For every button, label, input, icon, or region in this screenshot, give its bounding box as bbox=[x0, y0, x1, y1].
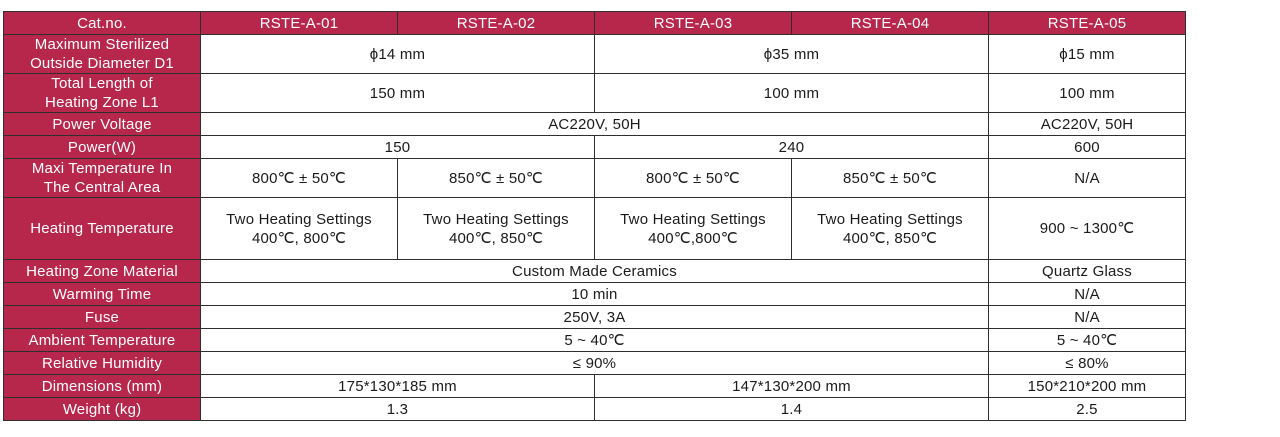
warming-value-05: N/A bbox=[989, 283, 1186, 306]
voltage-value-01-04: AC220V, 50H bbox=[201, 113, 989, 136]
warming-label: Warming Time bbox=[4, 283, 201, 306]
row-humidity bbox=[4, 352, 1186, 375]
power-value-03-04: 240 bbox=[595, 136, 989, 159]
voltage-label: Power Voltage bbox=[4, 113, 201, 136]
max-temp-value-03: 800℃ ± 50℃ bbox=[595, 159, 792, 198]
material-value-01-04: Custom Made Ceramics bbox=[201, 260, 989, 283]
warming-value-01-04: 10 min bbox=[201, 283, 989, 306]
diameter-label: Maximum Sterilized Outside Diameter D1 bbox=[4, 35, 201, 74]
diameter-value-03-04: ϕ35 mm bbox=[595, 35, 989, 74]
row-fuse bbox=[4, 306, 1186, 329]
row-power bbox=[4, 136, 1186, 159]
max-temp-value-01: 800℃ ± 50℃ bbox=[201, 159, 398, 198]
weight-value-05: 2.5 bbox=[989, 398, 1186, 421]
power-label: Power(W) bbox=[4, 136, 201, 159]
row-weight bbox=[4, 398, 1186, 421]
dimensions-value-03-04: 147*130*200 mm bbox=[595, 375, 989, 398]
row-voltage bbox=[4, 113, 1186, 136]
humidity-value-05: ≤ 80% bbox=[989, 352, 1186, 375]
heating-temp-value-02: Two Heating Settings 400℃, 850℃ bbox=[398, 198, 595, 260]
heating-temp-value-03: Two Heating Settings 400℃,800℃ bbox=[595, 198, 792, 260]
model-rste-a-04: RSTE-A-04 bbox=[792, 12, 989, 35]
power-value-05: 600 bbox=[989, 136, 1186, 159]
row-diameter bbox=[4, 35, 1186, 74]
max-temp-value-04: 850℃ ± 50℃ bbox=[792, 159, 989, 198]
ambient-label: Ambient Temperature bbox=[4, 329, 201, 352]
row-material bbox=[4, 260, 1186, 283]
row-max-temp bbox=[4, 159, 1186, 198]
heating-temp-value-05: 900 ~ 1300℃ bbox=[989, 198, 1186, 260]
row-dimensions bbox=[4, 375, 1186, 398]
heating-temp-value-04: Two Heating Settings 400℃, 850℃ bbox=[792, 198, 989, 260]
length-value-05: 100 mm bbox=[989, 74, 1186, 113]
row-heating-temp bbox=[4, 198, 1186, 260]
weight-value-03-04: 1.4 bbox=[595, 398, 989, 421]
ambient-value-05: 5 ~ 40℃ bbox=[989, 329, 1186, 352]
material-value-05: Quartz Glass bbox=[989, 260, 1186, 283]
fuse-label: Fuse bbox=[4, 306, 201, 329]
length-value-03-04: 100 mm bbox=[595, 74, 989, 113]
max-temp-label: Maxi Temperature In The Central Area bbox=[4, 159, 201, 198]
model-rste-a-03: RSTE-A-03 bbox=[595, 12, 792, 35]
dimensions-label: Dimensions (mm) bbox=[4, 375, 201, 398]
model-rste-a-05: RSTE-A-05 bbox=[989, 12, 1186, 35]
row-ambient bbox=[4, 329, 1186, 352]
diameter-value-05: ϕ15 mm bbox=[989, 35, 1186, 74]
max-temp-value-05: N/A bbox=[989, 159, 1186, 198]
weight-value-01-02: 1.3 bbox=[201, 398, 595, 421]
row-length bbox=[4, 74, 1186, 113]
spec-table bbox=[3, 11, 1186, 421]
model-rste-a-02: RSTE-A-02 bbox=[398, 12, 595, 35]
model-rste-a-01: RSTE-A-01 bbox=[201, 12, 398, 35]
weight-label: Weight (kg) bbox=[4, 398, 201, 421]
dimensions-value-05: 150*210*200 mm bbox=[989, 375, 1186, 398]
heating-temp-value-01: Two Heating Settings 400℃, 800℃ bbox=[201, 198, 398, 260]
dimensions-value-01-02: 175*130*185 mm bbox=[201, 375, 595, 398]
material-label: Heating Zone Material bbox=[4, 260, 201, 283]
diameter-value-01-02: ϕ14 mm bbox=[201, 35, 595, 74]
fuse-value-01-04: 250V, 3A bbox=[201, 306, 989, 329]
power-value-01-02: 150 bbox=[201, 136, 595, 159]
humidity-value-01-04: ≤ 90% bbox=[201, 352, 989, 375]
heating-temp-label: Heating Temperature bbox=[4, 198, 201, 260]
header-row bbox=[4, 12, 1186, 35]
fuse-value-05: N/A bbox=[989, 306, 1186, 329]
length-label: Total Length of Heating Zone L1 bbox=[4, 74, 201, 113]
row-warming bbox=[4, 283, 1186, 306]
humidity-label: Relative Humidity bbox=[4, 352, 201, 375]
ambient-value-01-04: 5 ~ 40℃ bbox=[201, 329, 989, 352]
header-label: Cat.no. bbox=[4, 12, 201, 35]
voltage-value-05: AC220V, 50H bbox=[989, 113, 1186, 136]
length-value-01-02: 150 mm bbox=[201, 74, 595, 113]
max-temp-value-02: 850℃ ± 50℃ bbox=[398, 159, 595, 198]
